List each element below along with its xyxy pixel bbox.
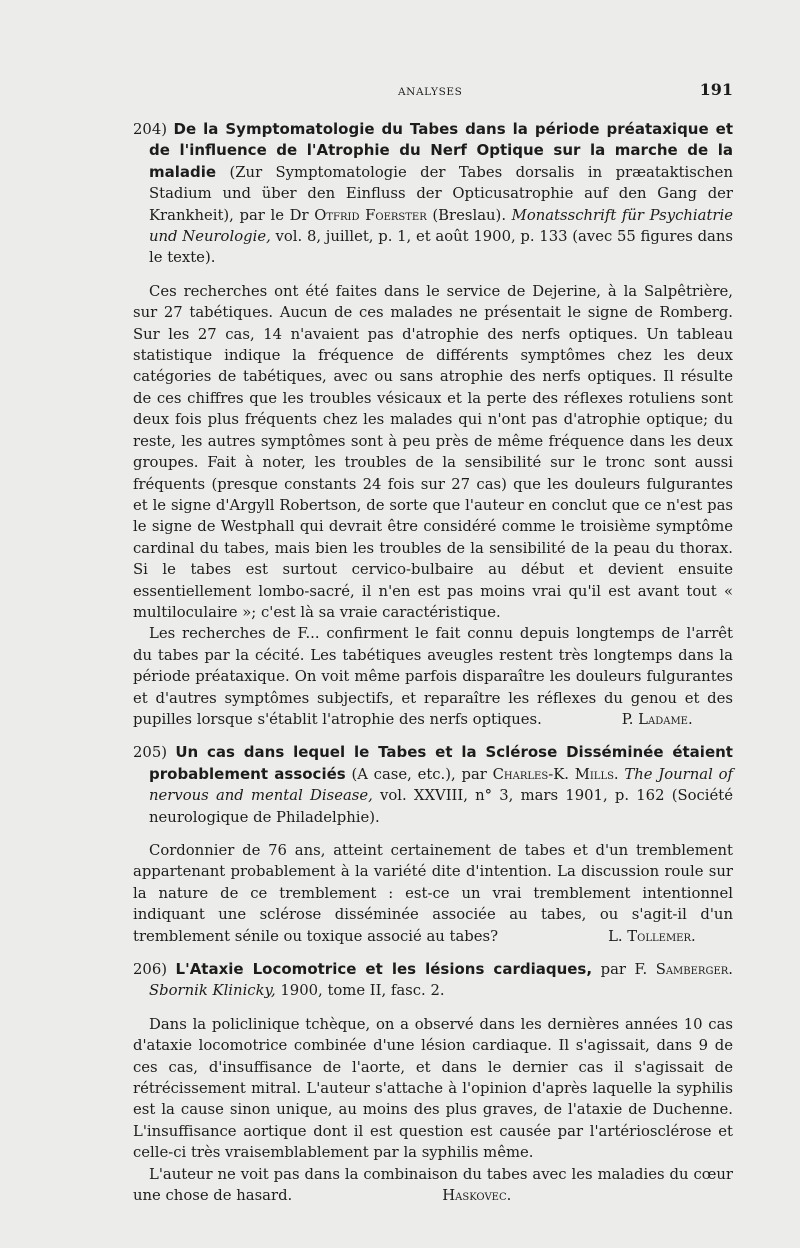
page-header (133, 80, 733, 104)
article-signature: L. Tollemer. (608, 927, 696, 945)
article-journal: The Journal of nervous and mental Disease, (149, 765, 733, 805)
paragraph-text: L'auteur ne voit pas dans la combinaison du tabes avec les maladies du cœur une chose de hasard. (133, 1165, 733, 1205)
article-body (133, 281, 733, 731)
article-number: 205) (133, 744, 168, 762)
article-paragraph (133, 623, 733, 730)
article-title: De la Symptomatologie du Tabes dans la période préataxique et de l'influence de l'Atrophie du Nerf Optique sur la marche de la maladie (149, 120, 733, 181)
page-number: 191 (699, 80, 733, 99)
article-signature: P. Ladame. (621, 710, 693, 728)
article-paragraph: Ces recherches ont été faites dans le service de Dejerine, à la Salpêtrière, sur 27 tabétiques. Aucun de ces malades ne présentait le signe de Romberg. Sur les 27 cas, 14 n'avaient pas d'atrophie des nerfs optiques. Un tableau statistique indique la fréquence de différents symptômes chez les deux catégories de tabétiques, avec ou sans atrophie des nerfs optiques. Il résulte de ces chiffres que les troubles vésicaux et la perte des réflexes rotuliens sont deux fois plus fréquents chez les malades qui n'ont pas d'atrophie optique; du reste, les autres symptômes sont à peu près de même fréquence dans les deux groupes. Fait à noter, les troubles de la sensibilité sur le tronc sont aussi fréquents (presque constants 24 fois sur 27 cas) que les douleurs fulgurantes et le signe d'Argyll Robertson, de sorte que l'auteur en conclut que ce n'est pas le signe de Westphall qui devrait être considéré comme le troisième symptôme cardinal du tabes, mais bien les troubles de la sensibilité de la peau du thorax. Si le tabes est surtout cervico-bulbaire au début et devient ensuite essentiellement lombo-sacré, il n'en est pas moins vrai qu'il est avant tout « multiloculaire »; c'est là sa vraie caractéristique. (133, 282, 733, 621)
article-subtitle: (A case, etc.), par (351, 765, 487, 783)
article-author: Otfrid Foerster (314, 206, 427, 224)
article-heading (133, 959, 733, 1002)
paragraph-text: Cordonnier de 76 ans, atteint certainement de tabes et d'un tremblement appartenant probablement à la variété dite d'intention. La discussion roule sur la nature de ce tremblement : est-ce un vrai tremblement intentionnel indiquant une sclérose disséminée associée au tabes, ou s'agit-il d'un tremblement sénile ou toxique associé au tabes? (133, 842, 733, 945)
article-subtitle: par F. (600, 961, 648, 979)
article-204 (133, 119, 733, 730)
article-number: 204) (133, 121, 168, 138)
article-205 (133, 742, 733, 947)
article-author: Charles-K. Mills. (492, 765, 619, 783)
article-paragraph (133, 840, 733, 947)
article-paragraph: Dans la policlinique tchèque, on a observé dans les dernières années 10 cas d'ataxie locomotrice combinée d'une lésion cardiaque. Il s'agissait, dans 9 de ces cas, d'insuffisance de l'aorte, et dans le dernier cas il s'agissait de rétrécissement mitral. L'auteur s'attache à l'opinion d'après laquelle la syphilis est la cause sinon unique, au moins des plus graves, de l'ataxie de Duchenne. L'insuffisance aortique dont il est question est causée par l'artériosclérose et celle-ci très vraisemblablement par la syphilis même. (133, 1015, 733, 1162)
article-journal: Monatsschrift für Psychiatrie und Neurologie, (149, 206, 733, 246)
article-signature: Haskovec. (442, 1187, 512, 1205)
paragraph-text: Les recherches de F... confirment le fait connu depuis longtemps de l'arrêt du tabes par la cécité. Les tabétiques aveugles restent très longtemps dans la période préataxique. On voit même parfois disparaître les douleurs fulgurantes et d'autres symptômes subjectifs, et reparaître les réflexes du genou et des pupilles lorsque s'établit l'atrophie des nerfs optiques. (133, 625, 733, 728)
author-prefix: Dr (289, 206, 309, 224)
article-citation: vol. 8, juillet, p. 1, et août 1900, p. 133 (avec 55 figures dans le texte). (149, 228, 733, 267)
article-heading (133, 742, 733, 828)
article-citation: vol. XXVIII, n° 3, mars 1901, p. 162 (Société neurologique de Philadelphie). (149, 787, 733, 826)
article-author: Samberger. (655, 961, 733, 979)
article-title: Un cas dans lequel le Tabes et la Sclérose Disséminée étaient probablement associés (149, 743, 733, 783)
article-heading (133, 119, 733, 269)
article-body (133, 1014, 733, 1207)
article-paragraph (133, 1164, 733, 1207)
article-number: 206) (133, 961, 168, 979)
article-citation: 1900, tome II, fasc. 2. (280, 982, 445, 1000)
author-place: (Breslau). (432, 206, 507, 224)
article-subtitle: (Zur Symptomatologie der Tabes dorsalis in præataktischen Stadium und über den Einfluss der Opticusatrophie auf den Gang der Krankheit), par le (149, 163, 733, 224)
article-206 (133, 959, 733, 1206)
article-body (133, 840, 733, 947)
running-head: ANALYSES (398, 86, 463, 98)
article-title: L'Ataxie Locomotrice et les lésions cardiaques, (175, 960, 593, 979)
page-content (133, 119, 733, 1219)
article-journal: Sbornik Klinicky, (149, 982, 276, 1000)
